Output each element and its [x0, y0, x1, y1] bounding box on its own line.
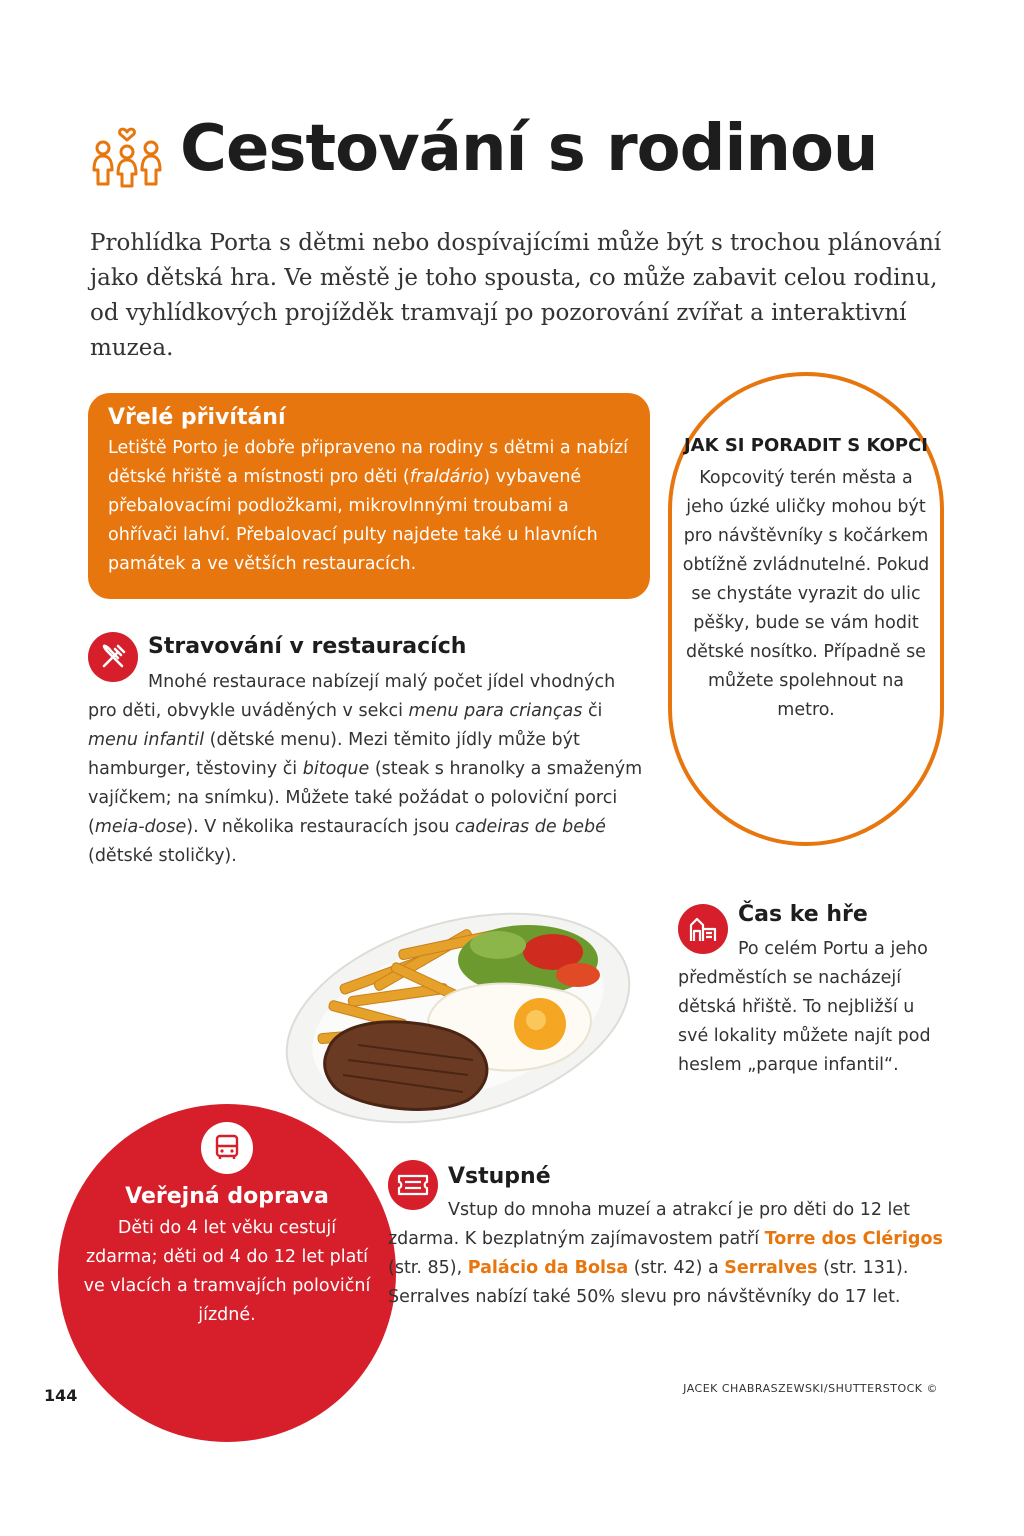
bitoque-plate-image	[278, 900, 636, 1132]
admission-title: Vstupné	[448, 1164, 551, 1189]
welcome-title: Vřelé přivítání	[108, 405, 286, 430]
welcome-text-part: ) vybavené přebalovacími podložkami, mikrovlnnými troubami a ohřívači lahví. Přebalovací pulty najdete také u hlavních památek a ve větších restauracích.	[108, 467, 598, 574]
dining-text-italic: menu para crianças	[408, 701, 583, 721]
admission-text-part: Vstup do mnoha muzeí a atrakcí je pro děti do 12 let zdarma. K bezplatným zajímavostem patří	[388, 1200, 911, 1249]
transport-text: Děti do 4 let věku cestují zdarma; děti od 4 do 12 let platí ve vlacích a tramvajích poloviční jízdné.	[83, 1218, 371, 1325]
welcome-text-part: Letiště Porto je dobře připraveno na rodiny s dětmi a nabízí dětské hřiště a místnosti pro děti (	[108, 438, 629, 487]
dining-text-part: (dětské stoličky).	[88, 846, 237, 866]
dining-text-part: ). V několika restauracích jsou	[186, 817, 456, 837]
transport-title: Veřejná doprava	[125, 1184, 329, 1209]
dining-text-part: (steak s hranolky a smaženým vajíčkem; na snímku). Můžete také požádat o poloviční porci (	[88, 759, 643, 837]
dining-text-italic: meia-dose	[94, 817, 187, 837]
bus-icon	[201, 1122, 253, 1174]
admission-text	[388, 1196, 948, 1312]
family-heart-icon	[88, 118, 166, 196]
link-torre-dos-clerigos[interactable]: Torre dos Clérigos	[764, 1229, 943, 1249]
link-palacio-da-bolsa[interactable]: Palácio da Bolsa	[467, 1258, 629, 1278]
admission-text-part: (str. 85),	[388, 1258, 468, 1278]
photo-credit: JACEK CHABRASZEWSKI/SHUTTERSTOCK ©	[683, 1382, 938, 1395]
intro-paragraph: Prohlídka Porta s dětmi nebo dospívajícími může být s trochou plánování jako dětská hra. Ve městě je toho spousta, co může zabavit celou rodinu, od vyhlídkových projížděk tramvají po pozorování zvířat a interaktivní muzea.	[90, 230, 942, 361]
admission-text-part: (str. 42) a	[628, 1258, 725, 1278]
dining-text-italic: cadeiras de bebé	[455, 817, 606, 837]
dining-text-part: (dětské menu). Mezi těmito jídly může být hamburger, těstoviny či	[88, 730, 580, 779]
dining-text-italic: menu infantil	[88, 730, 205, 750]
page-title: Cestování s rodinou	[180, 112, 878, 186]
hills-tip-box	[668, 372, 944, 846]
dining-title: Stravování v restauracích	[148, 634, 467, 659]
hills-title: JAK SI PORADIT S KOPCI	[683, 435, 928, 456]
welcome-text	[108, 434, 632, 579]
play-text: Po celém Portu a jeho předměstích se nacházejí dětská hřiště. To nejbližší u své lokality můžete najít pod heslem „parque infantil“.	[678, 939, 931, 1075]
transport-circle	[58, 1104, 396, 1442]
dining-text-italic: bitoque	[302, 759, 370, 779]
welcome-box	[88, 393, 650, 599]
admission-text-part: (str. 131). Serralves nabízí také 50% slevu pro návštěvníky do 17 let.	[388, 1258, 909, 1307]
link-serralves[interactable]: Serralves	[724, 1258, 818, 1278]
welcome-text-italic: fraldário	[409, 467, 484, 487]
play-title: Čas ke hře	[738, 902, 868, 927]
dining-text	[88, 668, 648, 871]
dining-text-part: či	[582, 701, 603, 721]
page-number: 144	[44, 1386, 78, 1405]
hills-text: Kopcovitý terén města a jeho úzké uličky mohou být pro návštěvníky s kočárkem obtížně zvládnutelné. Pokud se chystáte vyrazit do ulic pěšky, bude se vám hodit dětské nosítko. Případně se můžete spolehnout na metro.	[682, 468, 930, 720]
dining-text-part: Mnohé restaurace nabízejí malý počet jídel vhodných pro děti, obvykle uváděných v sekci	[88, 672, 616, 721]
